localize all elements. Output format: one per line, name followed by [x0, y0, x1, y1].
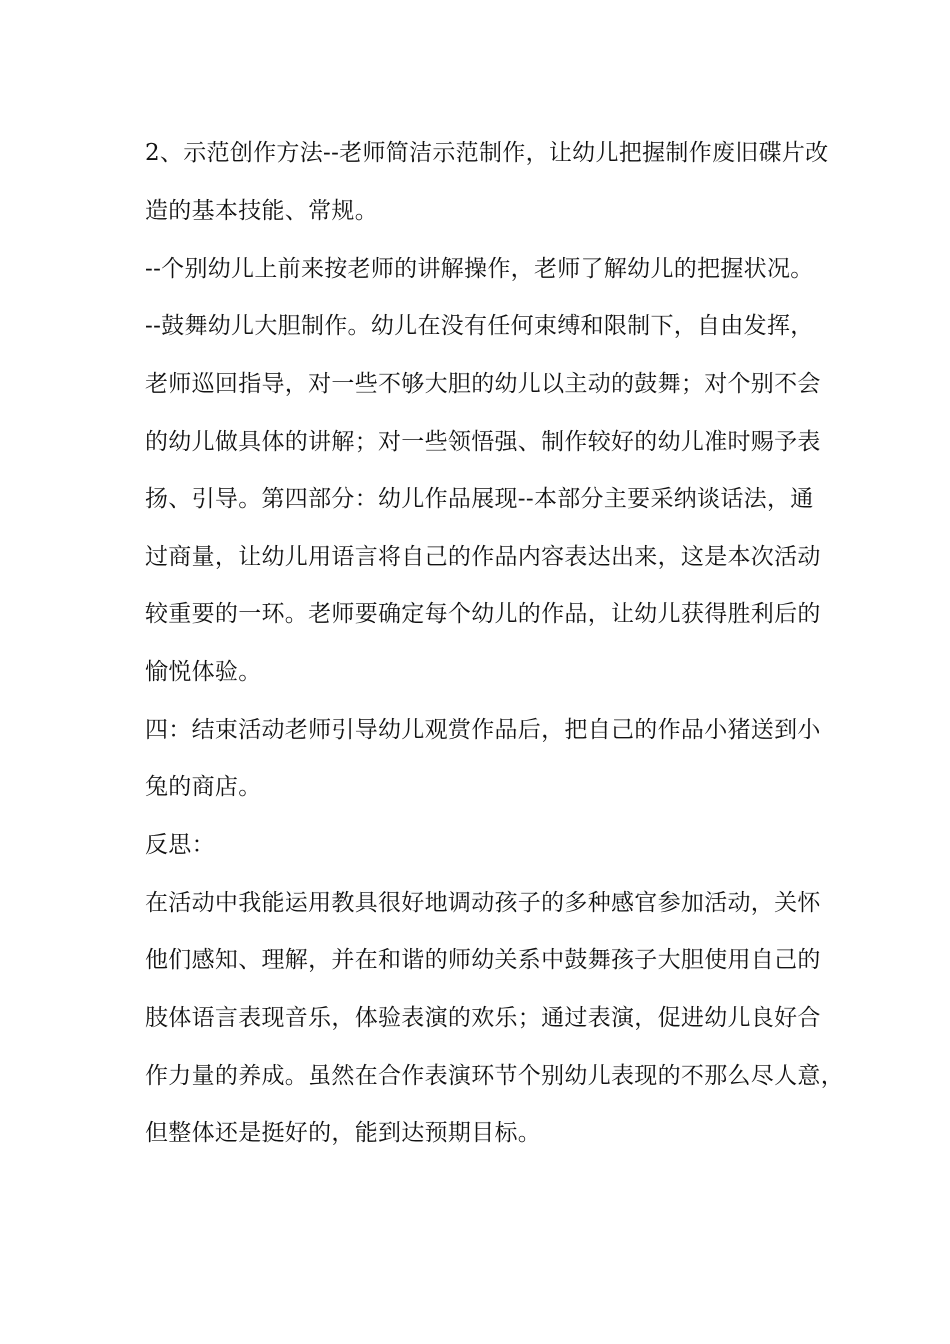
text-line: 造的基本技能、常规。 [145, 198, 378, 224]
text-line: 扬、引导。第四部分：幼儿作品展现--本部分主要采纳谈话法，通 [145, 486, 814, 512]
text-line: 的幼儿做具体的讲解；对一些领悟强、制作较好的幼儿准时赐予表 [145, 429, 821, 455]
text-line: --鼓舞幼儿大胆制作。幼儿在没有任何束缚和限制下，自由发挥， [145, 313, 814, 339]
text-line: 四：结束活动老师引导幼儿观赏作品后，把自己的作品小猪送到小 [145, 717, 821, 743]
text-line: --个别幼儿上前来按老师的讲解操作，老师了解幼儿的把握状况。 [145, 256, 814, 282]
text-line: 反思： [145, 832, 215, 858]
text-line: 肢体语言表现音乐，体验表演的欢乐；通过表演，促进幼儿良好合 [145, 1005, 821, 1031]
text-line: 兔的商店。 [145, 774, 262, 800]
text-line: 2、示范创作方法--老师简洁示范制作，让幼儿把握制作废旧碟片改 [145, 140, 829, 166]
text-line: 但整体还是挺好的，能到达预期目标。 [145, 1120, 542, 1146]
text-line: 较重要的一环。老师要确定每个幼儿的作品，让幼儿获得胜利后的 [145, 601, 821, 627]
text-line: 愉悦体验。 [145, 659, 262, 685]
text-line: 作力量的养成。虽然在合作表演环节个别幼儿表现的不那么尽人意， [145, 1063, 844, 1089]
text-line: 老师巡回指导，对一些不够大胆的幼儿以主动的鼓舞；对个别不会 [145, 371, 821, 397]
text-line: 他们感知、理解，并在和谐的师幼关系中鼓舞孩子大胆使用自己的 [145, 947, 821, 973]
text-line: 过商量，让幼儿用语言将自己的作品内容表达出来，这是本次活动 [145, 544, 821, 570]
text-line: 在活动中我能运用教具很好地调动孩子的多种感官参加活动，关怀 [145, 890, 821, 916]
